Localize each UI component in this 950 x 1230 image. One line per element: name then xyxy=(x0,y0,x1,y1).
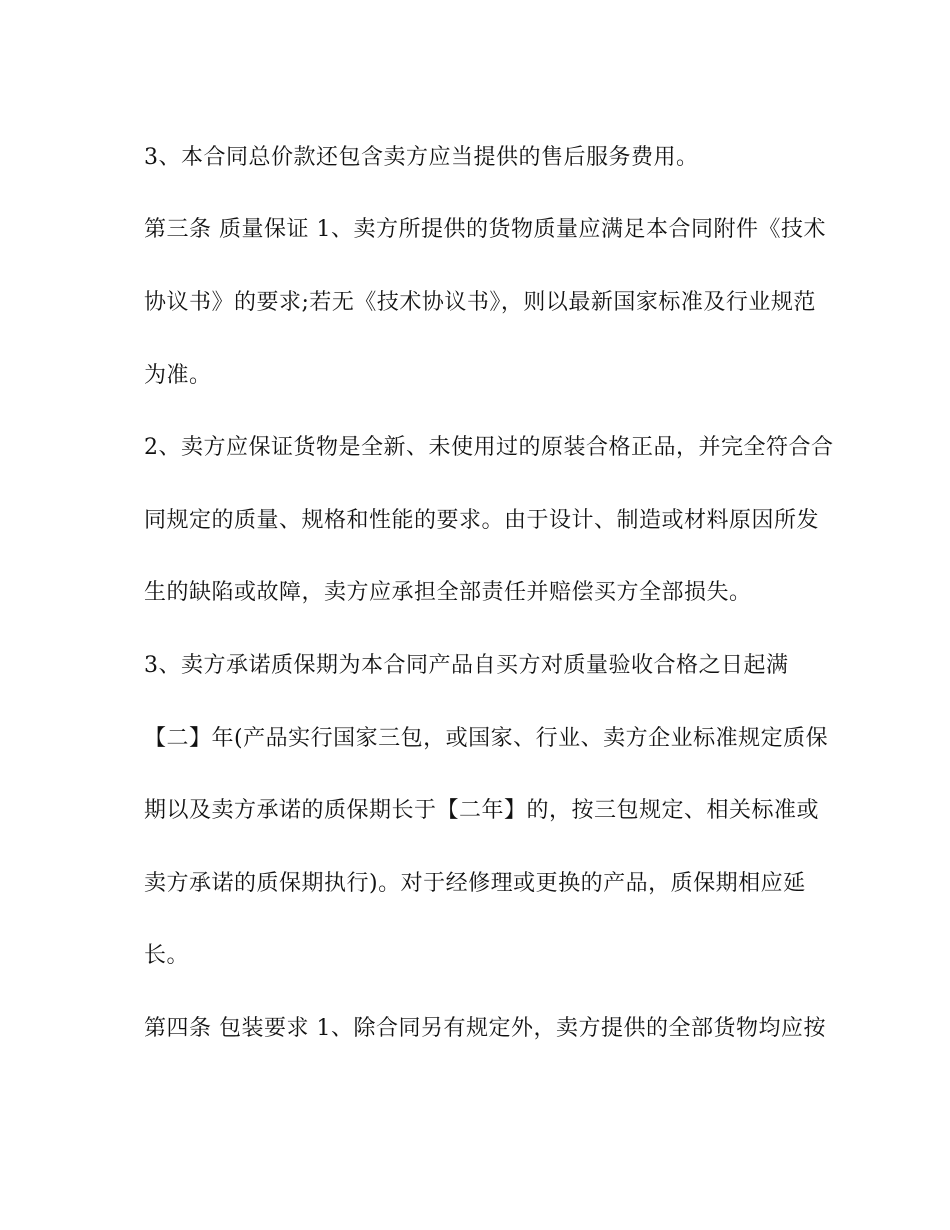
text-line: 长。 xyxy=(144,943,190,968)
text-line: 第四条 包装要求 1、除合同另有规定外，卖方提供的全部货物均应按 xyxy=(144,1016,826,1041)
text-line: 协议书》的要求;若无《技术协议书》，则以最新国家标准及行业规范 xyxy=(144,290,816,315)
text-line: 生的缺陷或故障，卖方应承担全部责任并赔偿买方全部损失。 xyxy=(144,580,752,605)
text-line: 3、本合同总价款还包含卖方应当提供的售后服务费用。 xyxy=(144,145,699,170)
text-line: 3、卖方承诺质保期为本合同产品自买方对质量验收合格之日起满 xyxy=(144,653,789,678)
text-line: 第三条 质量保证 1、卖方所提供的货物质量应满足本合同附件《技术 xyxy=(144,217,826,242)
text-line: 卖方承诺的质保期执行)。对于经修理或更换的产品，质保期相应延 xyxy=(144,871,806,896)
text-line: 为准。 xyxy=(144,363,212,388)
text-line: 【二】年(产品实行国家三包，或国家、行业、卖方企业标准规定质保 xyxy=(144,726,829,751)
text-line: 2、卖方应保证货物是全新、未使用过的原装合格正品，并完全符合合 xyxy=(144,435,834,460)
text-line: 同规定的质量、规格和性能的要求。由于设计、制造或材料原因所发 xyxy=(144,508,820,533)
text-line: 期以及卖方承诺的质保期长于【二年】的，按三包规定、相关标准或 xyxy=(144,798,820,823)
